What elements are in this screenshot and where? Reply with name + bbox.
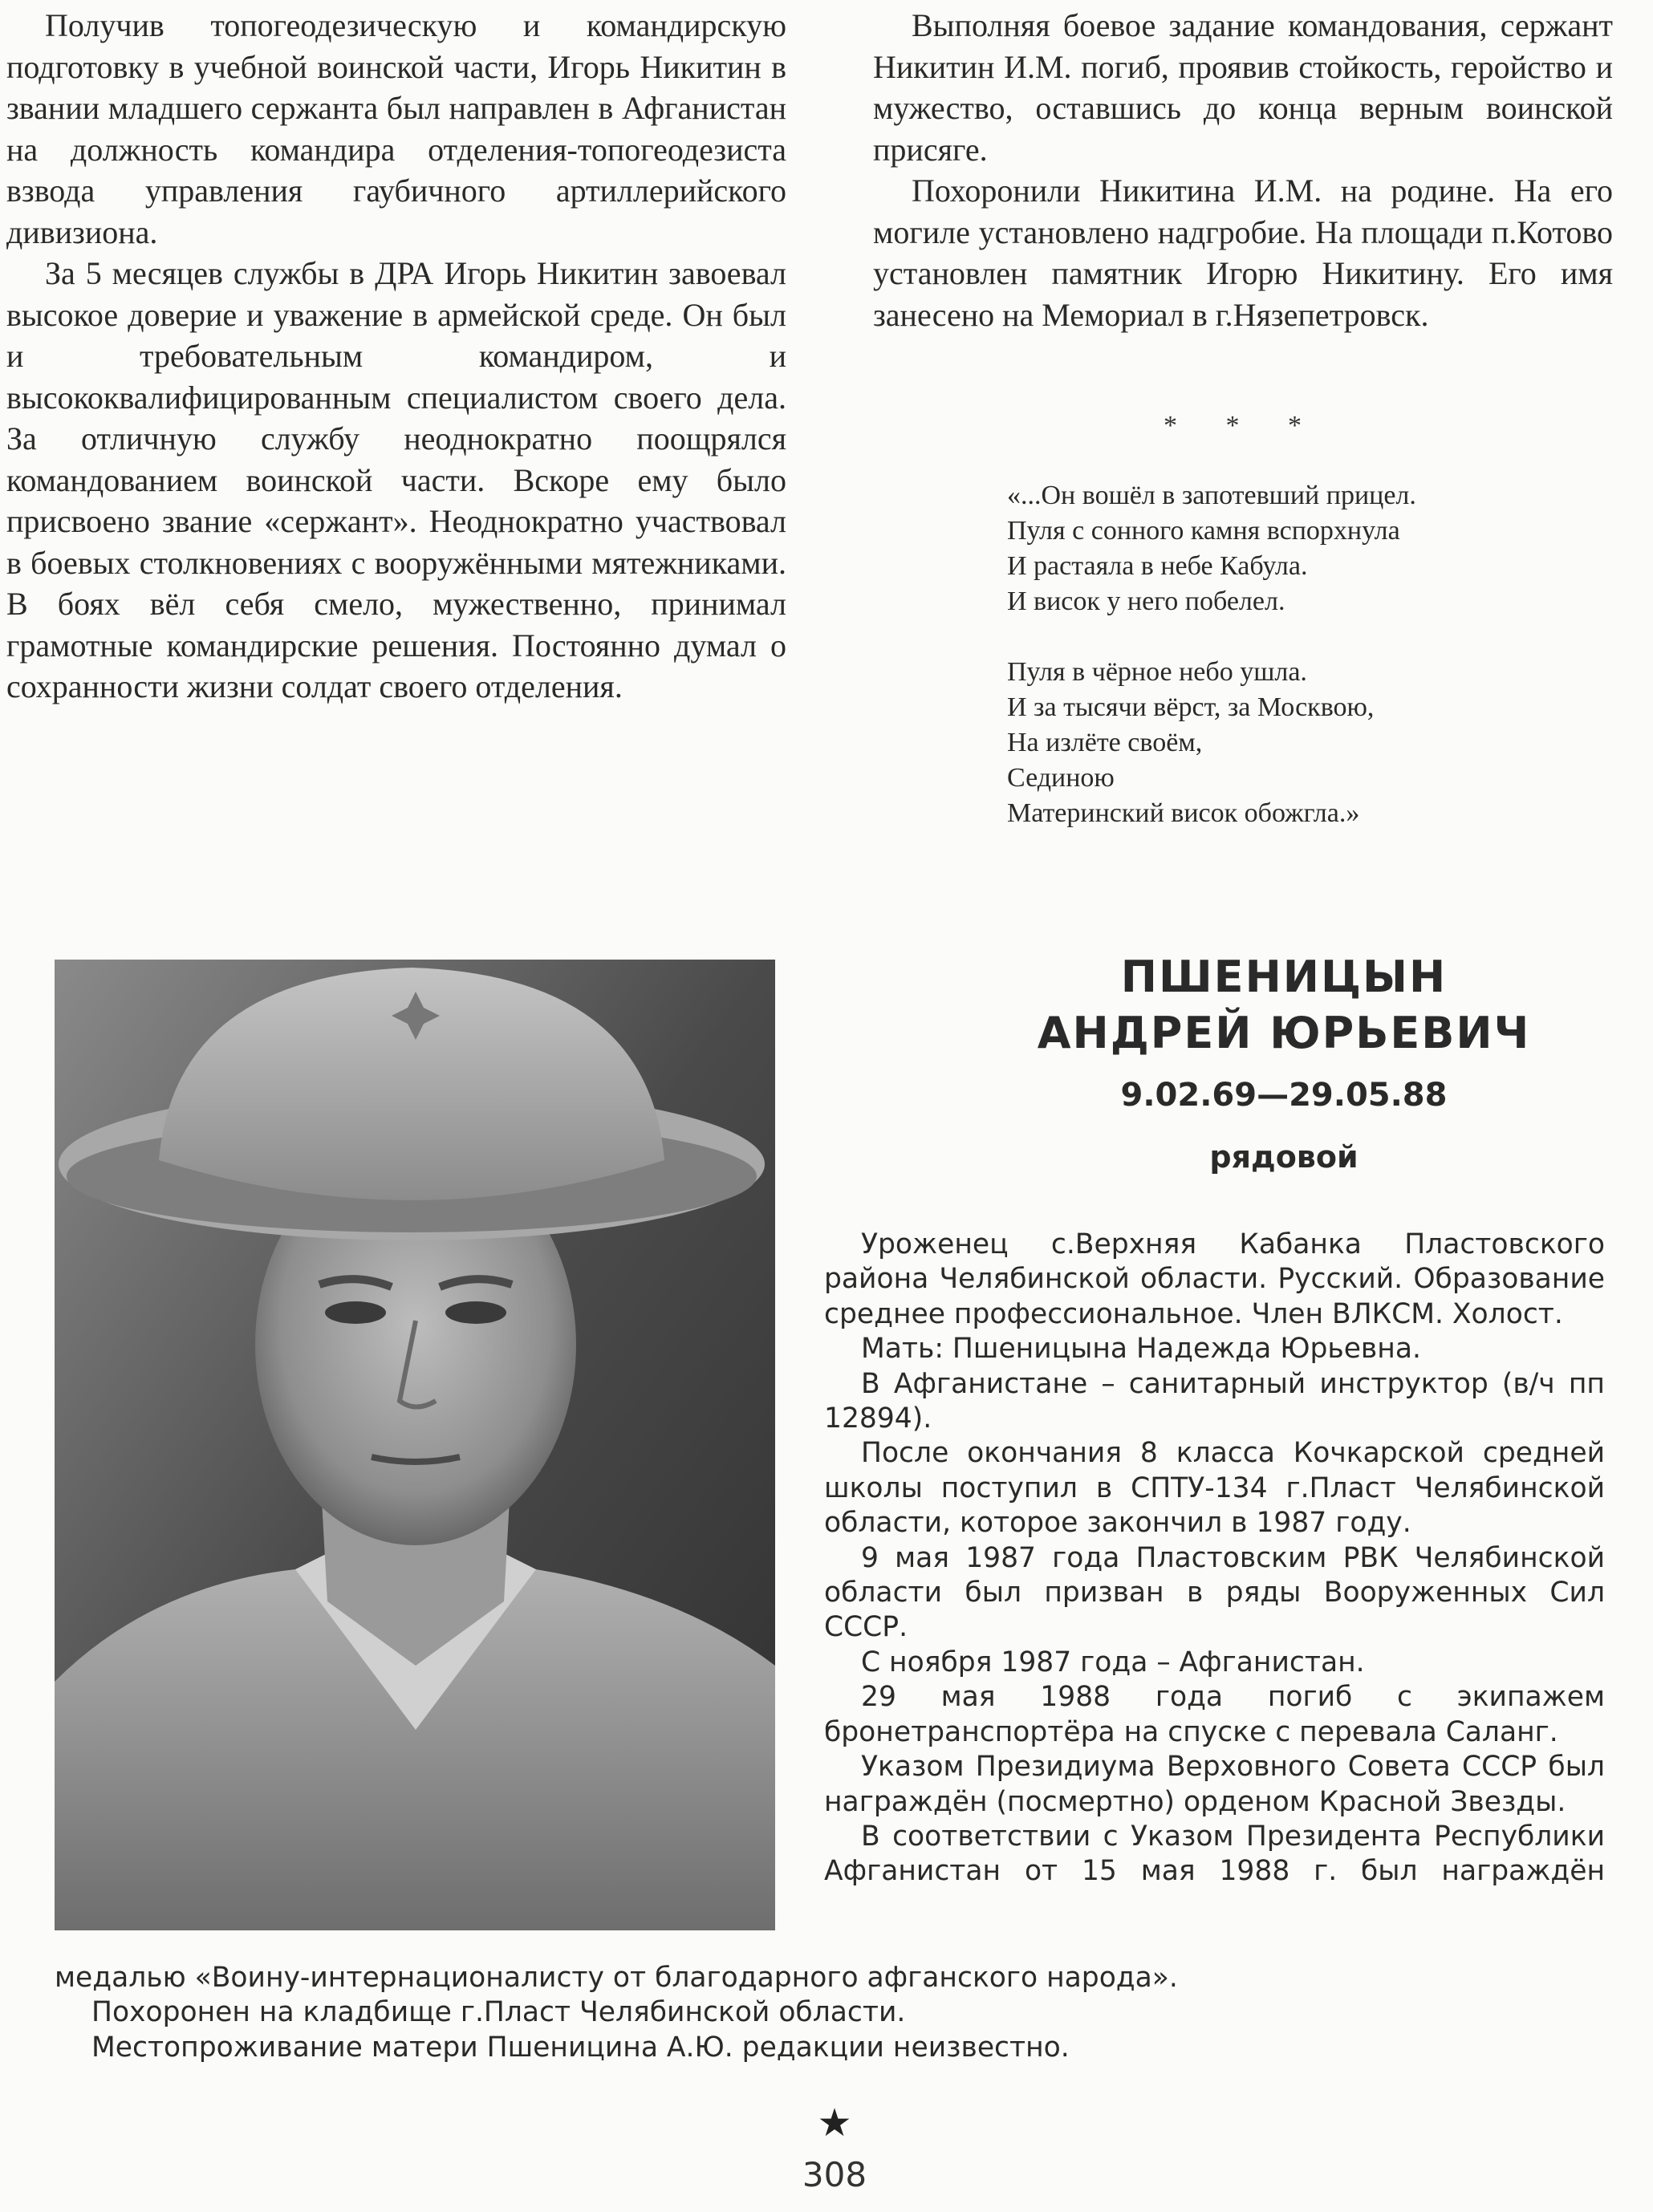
paragraph: Указом Президиума Верховного Совета СССР был награждён (посмертно) орденом Красной Звезды. xyxy=(824,1751,1605,1818)
person-life-dates: 9.02.69—29.05.88 xyxy=(1120,1077,1448,1114)
right-column-text xyxy=(873,5,1613,335)
poem-line: И растаяла в небе Кабула. xyxy=(1007,551,1308,581)
paragraph: В Афганистане – санитарный инструктор (в/ч пп 12894). xyxy=(824,1367,1605,1435)
poem xyxy=(1007,478,1633,867)
poem-line: Пуля с сонного камня вспорхнула xyxy=(1007,516,1400,546)
poem-stanza xyxy=(1007,478,1633,619)
portrait-photo xyxy=(55,960,775,1930)
biography-text xyxy=(824,1228,1605,1889)
poem-line: И висок у него побелел. xyxy=(1007,586,1285,616)
poem-line: И за тысячи вёрст, за Москвою, xyxy=(1007,692,1375,722)
poem-stanza xyxy=(1007,655,1633,831)
poem-line: Материнский висок обожгла.» xyxy=(1007,798,1360,828)
section-separator: * * * xyxy=(1164,411,1322,440)
paragraph: Получив топогеодезическую и командирскую подготовку в учебной воинской части, Игорь Никитин в звании младшего сержанта был направлен в Афганистан на должность командира отделения-топогеодезиста взвода управления гаубичного артиллерийского дивизиона. xyxy=(6,7,786,250)
paragraph: За 5 месяцев службы в ДРА Игорь Никитин завоевал высокое доверие и уважение в армейской среде. Он был и требовательным командиром, и высококвалифицированным специалистом своего дела. За отличную службу неоднократно поощрялся командованием воинской части. Вскоре ему было присвоено звание «сержант». Неоднократно участвовал в боевых столкновениях с вооружёнными мятежниками. В боях вёл себя смело, мужественно, принимал грамотные командирские решения. Постоянно думал о сохранности жизни солдат своего отделения. xyxy=(6,255,786,704)
paragraph: После окончания 8 класса Кочкарской средней школы поступил в СПТУ-134 г.Пласт Челябинской области, которое закончил в 1987 году. xyxy=(824,1437,1605,1540)
paragraph: Местопроживание матери Пшеницина А.Ю. редакции неизвестно. xyxy=(91,2031,1070,2064)
poem-line: «...Он вошёл в запотевший прицел. xyxy=(1007,481,1416,510)
portrait-image xyxy=(55,960,775,1930)
paragraph: Мать: Пшеницына Надежда Юрьевна. xyxy=(861,1333,1421,1366)
person-given-name: АНДРЕЙ ЮРЬЕВИЧ xyxy=(1037,1008,1531,1058)
paragraph: 9 мая 1987 года Пластовским РВК Челябинской области был призван в ряды Вооруженных Сил СССР. xyxy=(824,1541,1605,1644)
paragraph: 29 мая 1988 года погиб с экипажем бронетранспортёра на спуске с перевала Саланг. xyxy=(824,1681,1605,1748)
paragraph: С ноября 1987 года – Афганистан. xyxy=(861,1646,1365,1678)
left-column-text xyxy=(6,5,786,708)
page-number: 308 xyxy=(802,2155,867,2194)
poem-line: Сединою xyxy=(1007,763,1115,793)
person-rank: рядовой xyxy=(1209,1139,1359,1175)
person-surname: ПШЕНИЦЫН xyxy=(1120,952,1448,1002)
paragraph: В соответствии с Указом Президента Республики Афганистан от 15 мая 1988 г. был награждён xyxy=(824,1820,1605,1888)
biography-continuation xyxy=(55,1961,1605,2065)
paragraph: медалью «Воину-интернационалисту от благодарного афганского народа». xyxy=(55,1962,1178,1994)
paragraph: Похоронен на кладбище г.Пласт Челябинской области. xyxy=(91,1996,906,2029)
paragraph: Похоронили Никитина И.М. на родине. На его могиле установлено надгробие. На площади п.Котово установлен памятник Игорю Никитину. Его имя занесено на Мемориал в г.Нязепетровск. xyxy=(873,172,1613,333)
paragraph: Выполняя боевое задание командования, сержант Никитин И.М. погиб, проявив стойкость, геройство и мужество, оставшись до конца верным воинской присяге. xyxy=(873,7,1613,168)
paragraph: Уроженец с.Верхняя Кабанка Пластовского района Челябинской области. Русский. Образование среднее профессиональное. Член ВЛКСМ. Холост. xyxy=(824,1228,1605,1330)
star-ornament-icon: ★ xyxy=(817,2102,852,2145)
poem-line: Пуля в чёрное небо ушла. xyxy=(1007,657,1307,687)
poem-line: На излёте своём, xyxy=(1007,728,1203,757)
